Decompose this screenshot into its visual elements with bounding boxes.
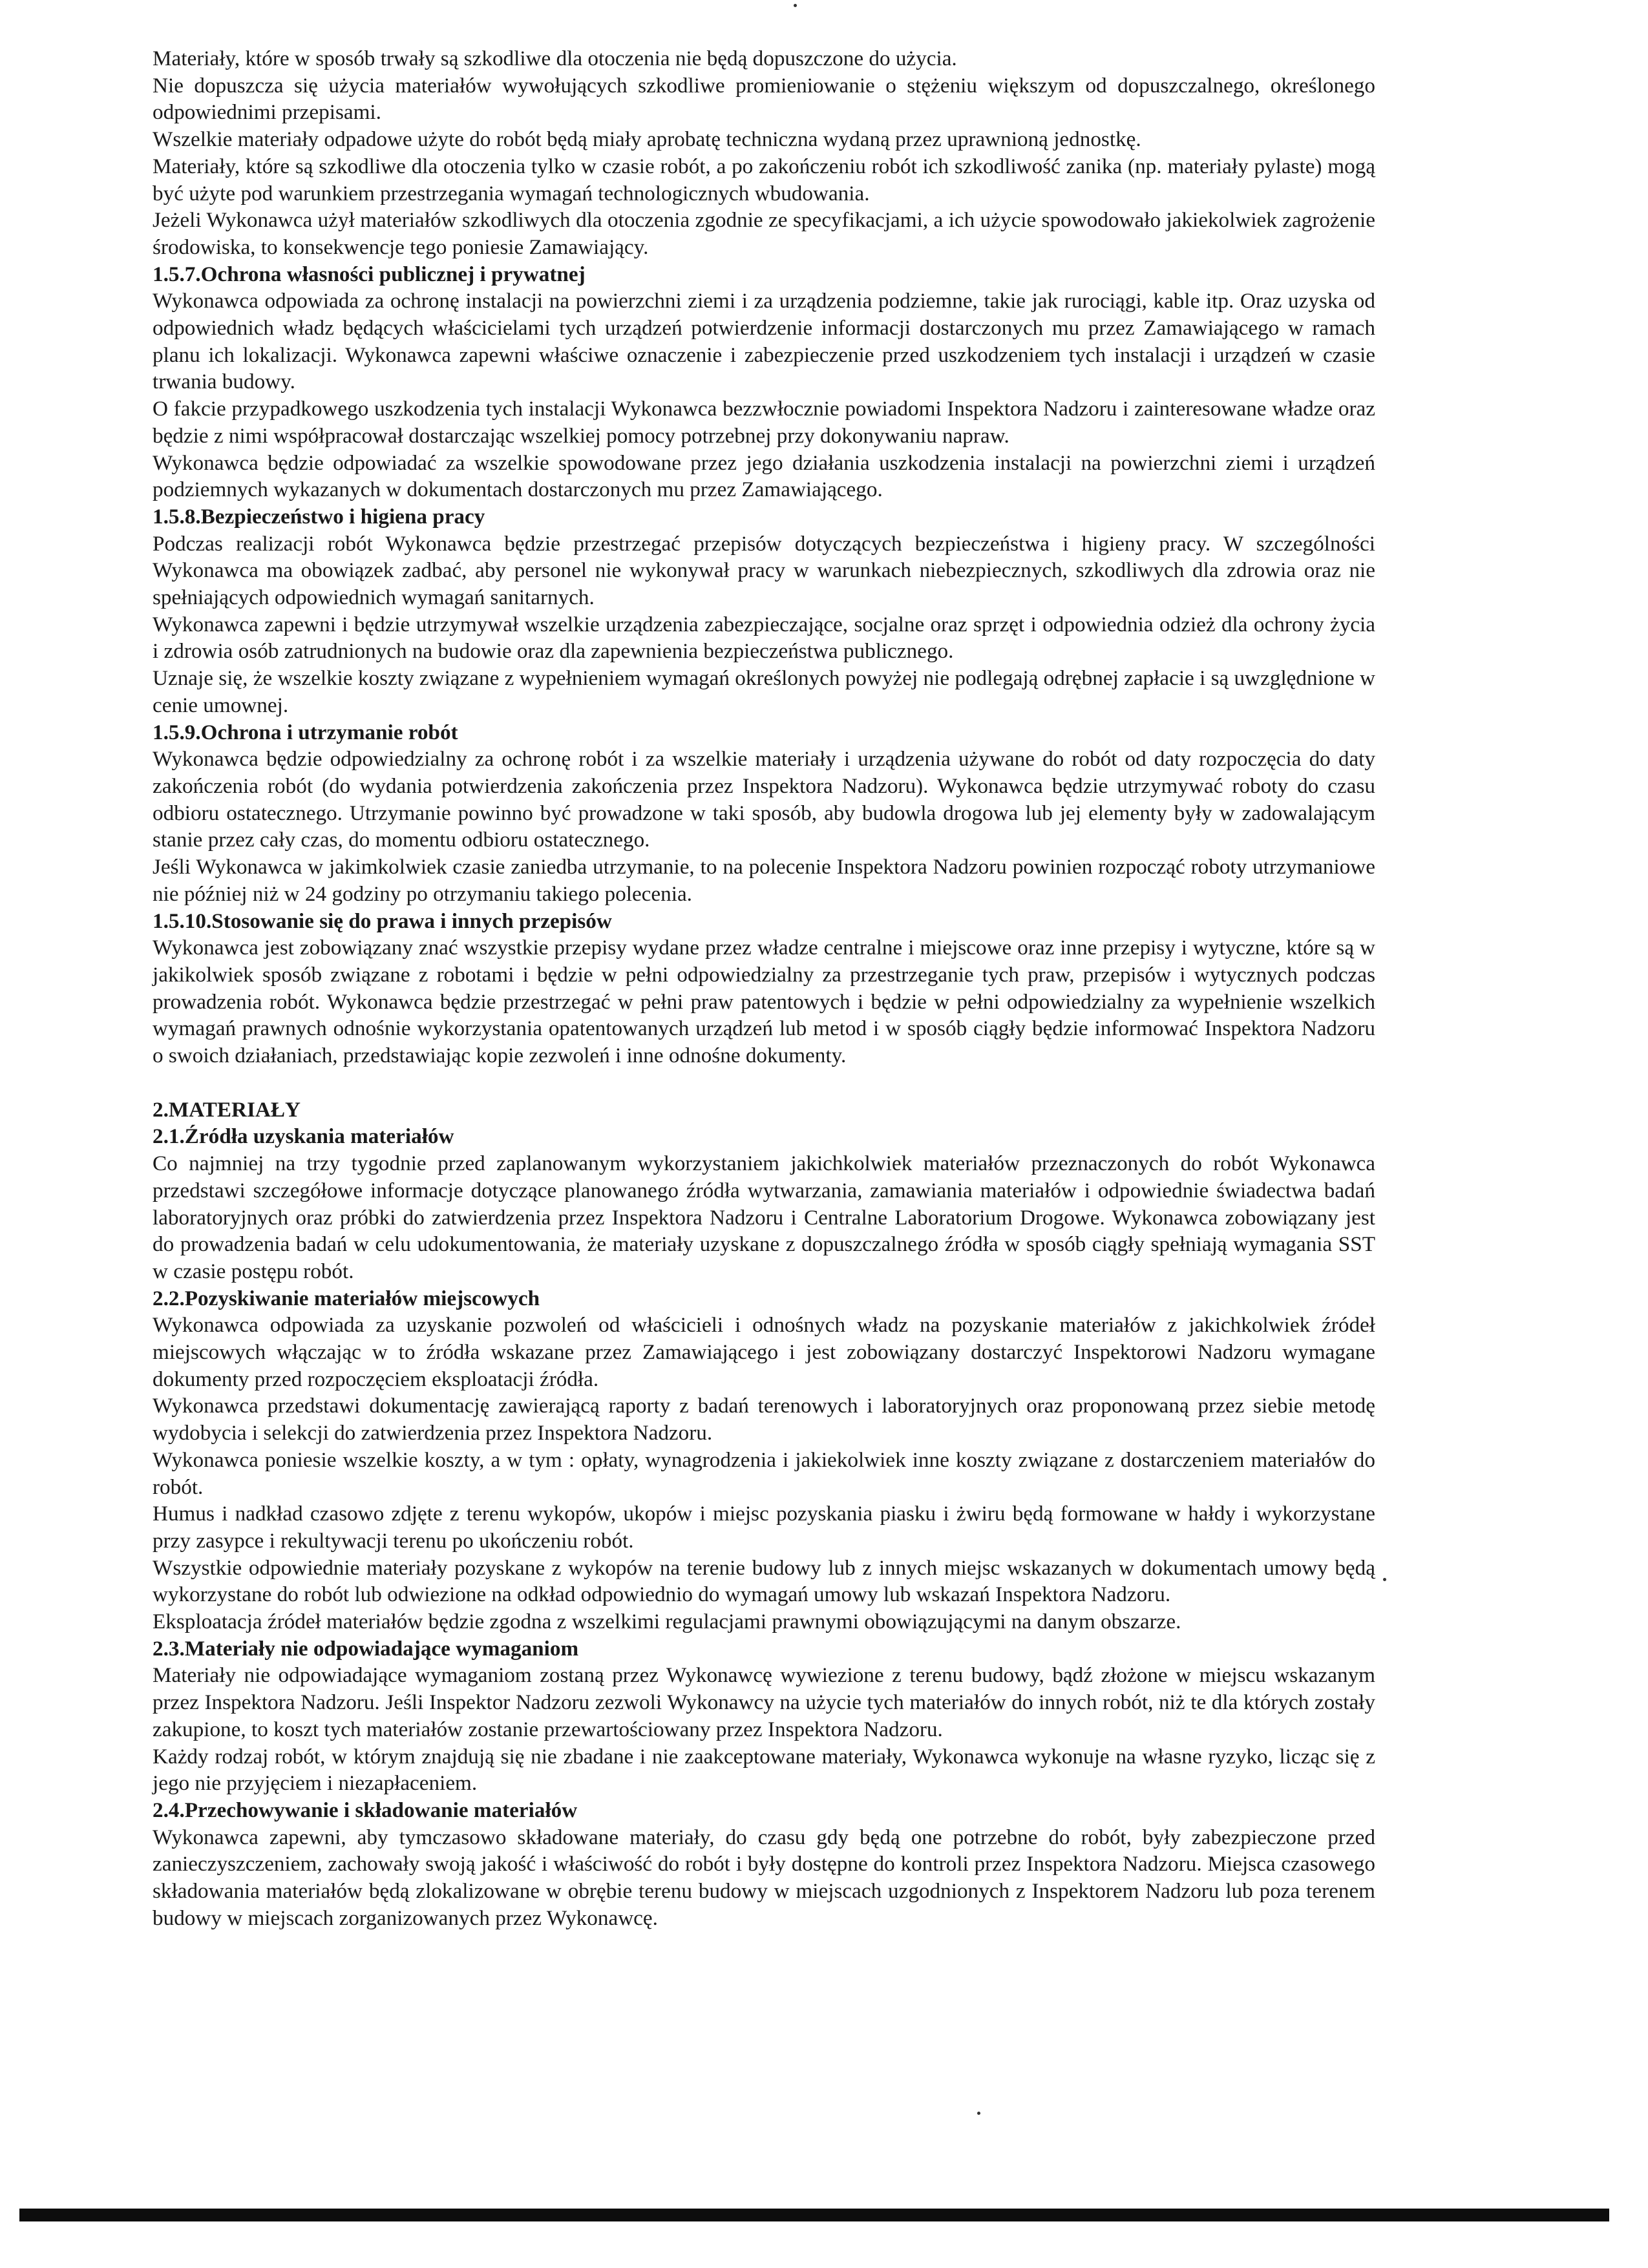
paragraph: Nie dopuszcza się użycia materiałów wywołujących szkodliwe promieniowanie o stężeniu większym od dopuszczalnego, określonego odpowiednimi przepisami. xyxy=(153,73,1375,125)
paragraph: Wykonawca zapewni i będzie utrzymywał wszelkie urządzenia zabezpieczające, socjalne oraz sprzęt i odpowiednia odzież dla ochrony życia i zdrowia osób zatrudnionych na budowie oraz dla zapewnienia bezpieczeństwa publicznego. xyxy=(153,612,1375,664)
paragraph: Wykonawca będzie odpowiedzialny za ochronę robót i za wszelkie materiały i urządzenia używane do robót od daty rozpoczęcia do daty zakończenia robót (do wydania potwierdzenia zakończenia przez Inspektora Nadzoru). Wykonawca będzie utrzymywać roboty do czasu odbioru ostatecznego. Utrzymanie powinno być prowadzone w taki sposób, aby budowla drogowa lub jej elementy były w zadowalającym stanie przez cały czas, do momentu odbioru ostatecznego. xyxy=(153,747,1375,852)
section-heading-1-5-8: 1.5.8.Bezpieczeństwo i higiena pracy xyxy=(153,504,485,529)
chapter-title-2: 2.MATERIAŁY xyxy=(153,1097,301,1122)
section-heading-2-2: 2.2.Pozyskiwanie materiałów miejscowych xyxy=(153,1286,540,1310)
paragraph: Wykonawca będzie odpowiadać za wszelkie spowodowane przez jego działania uszkodzenia instalacji na powierzchni ziemi i urządzeń podziemnych wykazanych w dokumentach dostarczonych mu przez Zamawiającego. xyxy=(153,450,1375,502)
paragraph: Wykonawca zapewni, aby tymczasowo składowane materiały, do czasu gdy będą one potrzebne do robót, były zabezpieczone przed zanieczyszczeniem, zachowały swoją jakość i właściwość do robót i były dostępne do kontroli przez Inspektora Nadzoru. Miejsca czasowego składowania materiałów będą zlokalizowane w obrębie terenu budowy w miejscach uzgodnionych z Inspektorem Nadzoru lub poza terenem budowy w miejscach zorganizowanych przez Wykonawcę. xyxy=(153,1825,1375,1930)
section-heading-1-5-9: 1.5.9.Ochrona i utrzymanie robót xyxy=(153,720,458,744)
paragraph: Wszelkie materiały odpadowe użyte do robót będą miały aprobatę techniczna wydaną przez uprawnioną jednostkę. xyxy=(153,127,1141,152)
document-page xyxy=(153,45,1375,1932)
scan-speck xyxy=(977,2112,980,2115)
scan-speck xyxy=(794,4,797,7)
paragraph: Materiały nie odpowiadające wymaganiom zostaną przez Wykonawcę wywiezione z terenu budowy, bądź złożone w miejscu wskazanym przez Inspektora Nadzoru. Jeśli Inspektor Nadzoru zezwoli Wykonawcy na użycie tych materiałów do innych robót, niż te dla których zostały zakupione, to koszt tych materiałów zostanie przewartościowany przez Inspektora Nadzoru. xyxy=(153,1663,1375,1741)
paragraph: Uznaje się, że wszelkie koszty związane z wypełnieniem wymagań określonych powyżej nie podlegają odrębnej zapłacie i są uwzględnione w cenie umownej. xyxy=(153,666,1375,717)
scan-speck xyxy=(1383,1578,1386,1581)
paragraph: Materiały, które są szkodliwe dla otoczenia tylko w czasie robót, a po zakończeniu robót ich szkodliwość zanika (np. materiały pylaste) mogą być użyte pod warunkiem przestrzegania wymagań technologicznych wbudowania. xyxy=(153,154,1375,205)
section-heading-1-5-10: 1.5.10.Stosowanie się do prawa i innych przepisów xyxy=(153,908,612,933)
paragraph: Wykonawca przedstawi dokumentację zawierającą raporty z badań terenowych i laboratoryjnych oraz proponowaną przez siebie metodę wydobycia i selekcji do zatwierdzenia przez Inspektora Nadzoru. xyxy=(153,1394,1375,1445)
paragraph: O fakcie przypadkowego uszkodzenia tych instalacji Wykonawca bezzwłocznie powiadomi Inspektora Nadzoru i zainteresowane władze oraz będzie z nimi współpracował dostarczając wszelkiej pomocy potrzebnej przy dokonywaniu napraw. xyxy=(153,397,1375,448)
scan-edge-bar xyxy=(19,2209,1609,2221)
paragraph: Podczas realizacji robót Wykonawca będzie przestrzegać przepisów dotyczących bezpieczeństwa i higieny pracy. W szczególności Wykonawca ma obowiązek zadbać, aby personel nie wykonywał pracy w warunkach niebezpiecznych, szkodliwych dla zdrowia oraz nie spełniających odpowiednich wymagań sanitarnych. xyxy=(153,531,1375,610)
section-heading-2-4: 2.4.Przechowywanie i składowanie materiałów xyxy=(153,1798,578,1822)
paragraph: Eksploatacja źródeł materiałów będzie zgodna z wszelkimi regulacjami prawnymi obowiązującymi na danym obszarze. xyxy=(153,1610,1181,1634)
paragraph: Każdy rodzaj robót, w którym znajdują się nie zbadane i nie zaakceptowane materiały, Wykonawca wykonuje na własne ryzyko, licząc się z jego nie przyjęciem i niezapłaceniem. xyxy=(153,1744,1375,1796)
paragraph: Wszystkie odpowiednie materiały pozyskane z wykopów na terenie budowy lub z innych miejsc wskazanych w dokumentach umowy będą wykorzystane do robót lub odwiezione na odkład odpowiednio do wymagań umowy lub wskazań Inspektora Nadzoru. xyxy=(153,1555,1375,1607)
paragraph: Co najmniej na trzy tygodnie przed zaplanowanym wykorzystaniem jakichkolwiek materiałów przeznaczonych do robót Wykonawca przedstawi szczegółowe informacje dotyczące planowanego źródła wytwarzania, zamawiania materiałów i odpowiednie świadectwa badań laboratoryjnych oraz próbki do zatwierdzenia przez Inspektora Nadzoru i Centralne Laboratorium Drogowe. Wykonawca zobowiązany jest do prowadzenia badań w celu udokumentowania, że materiały uzyskane z dopuszczalnego źródła w sposób ciągły spełniają wymagania SST w czasie postępu robót. xyxy=(153,1151,1375,1283)
paragraph: Wykonawca poniesie wszelkie koszty, a w tym : opłaty, wynagrodzenia i jakiekolwiek inne koszty związane z dostarczeniem materiałów do robót. xyxy=(153,1447,1375,1499)
paragraph: Jeśli Wykonawca w jakimkolwiek czasie zaniedba utrzymanie, to na polecenie Inspektora Nadzoru powinien rozpocząć roboty utrzymaniowe nie później niż w 24 godziny po otrzymaniu takiego polecenia. xyxy=(153,855,1375,906)
section-heading-2-1: 2.1.Źródła uzyskania materiałów xyxy=(153,1124,454,1149)
section-heading-2-3: 2.3.Materiały nie odpowiadające wymaganiom xyxy=(153,1636,579,1661)
section-heading-1-5-7: 1.5.7.Ochrona własności publicznej i prywatnej xyxy=(153,262,586,286)
paragraph: Wykonawca odpowiada za uzyskanie pozwoleń od właścicieli i odnośnych władz na pozyskanie materiałów z jakichkolwiek źródeł miejscowych włączając w to źródła wskazane przez Zamawiającego i jest zobowiązany dostarczyć Inspektorowi Nadzoru wymagane dokumenty przed rozpoczęciem eksploatacji źródła. xyxy=(153,1313,1375,1391)
paragraph: Jeżeli Wykonawca użył materiałów szkodliwych dla otoczenia zgodnie ze specyfikacjami, a ich użycie spowodowało jakiekolwiek zagrożenie środowiska, to konsekwencje tego poniesie Zamawiający. xyxy=(153,208,1375,259)
paragraph: Wykonawca jest zobowiązany znać wszystkie przepisy wydane przez władze centralne i miejscowe oraz inne przepisy i wytyczne, które są w jakikolwiek sposób związane z robotami i będzie w pełni odpowiedzialny za przestrzeganie tych praw, przepisów i wytycznych podczas prowadzenia robót. Wykonawca będzie przestrzegać w pełni praw patentowych i będzie w pełni odpowiedzialny za wypełnienie wszelkich wymagań prawnych odnośnie wykorzystania opatentowanych urządzeń lub metod i w sposób ciągły będzie informować Inspektora Nadzoru o swoich działaniach, przedstawiając kopie zezwoleń i inne odnośne dokumenty. xyxy=(153,936,1375,1068)
paragraph: Humus i nadkład czasowo zdjęte z terenu wykopów, ukopów i miejsc pozyskania piasku i żwiru będą formowane w hałdy i wykorzystane przy zasypce i rekultywacji terenu po ukończeniu robót. xyxy=(153,1502,1375,1553)
paragraph: Materiały, które w sposób trwały są szkodliwe dla otoczenia nie będą dopuszczone do użycia. xyxy=(153,47,957,70)
paragraph: Wykonawca odpowiada za ochronę instalacji na powierzchni ziemi i za urządzenia podziemne, takie jak rurociągi, kable itp. Oraz uzyska od odpowiednich władz będących właścicielami tych urządzeń potwierdzenie informacji dostarczonych mu przez Zamawiającego w ramach planu ich lokalizacji. Wykonawca zapewni właściwe oznaczenie i zabezpieczenie przed uszkodzeniem tych instalacji i urządzeń w czasie trwania budowy. xyxy=(153,289,1375,394)
